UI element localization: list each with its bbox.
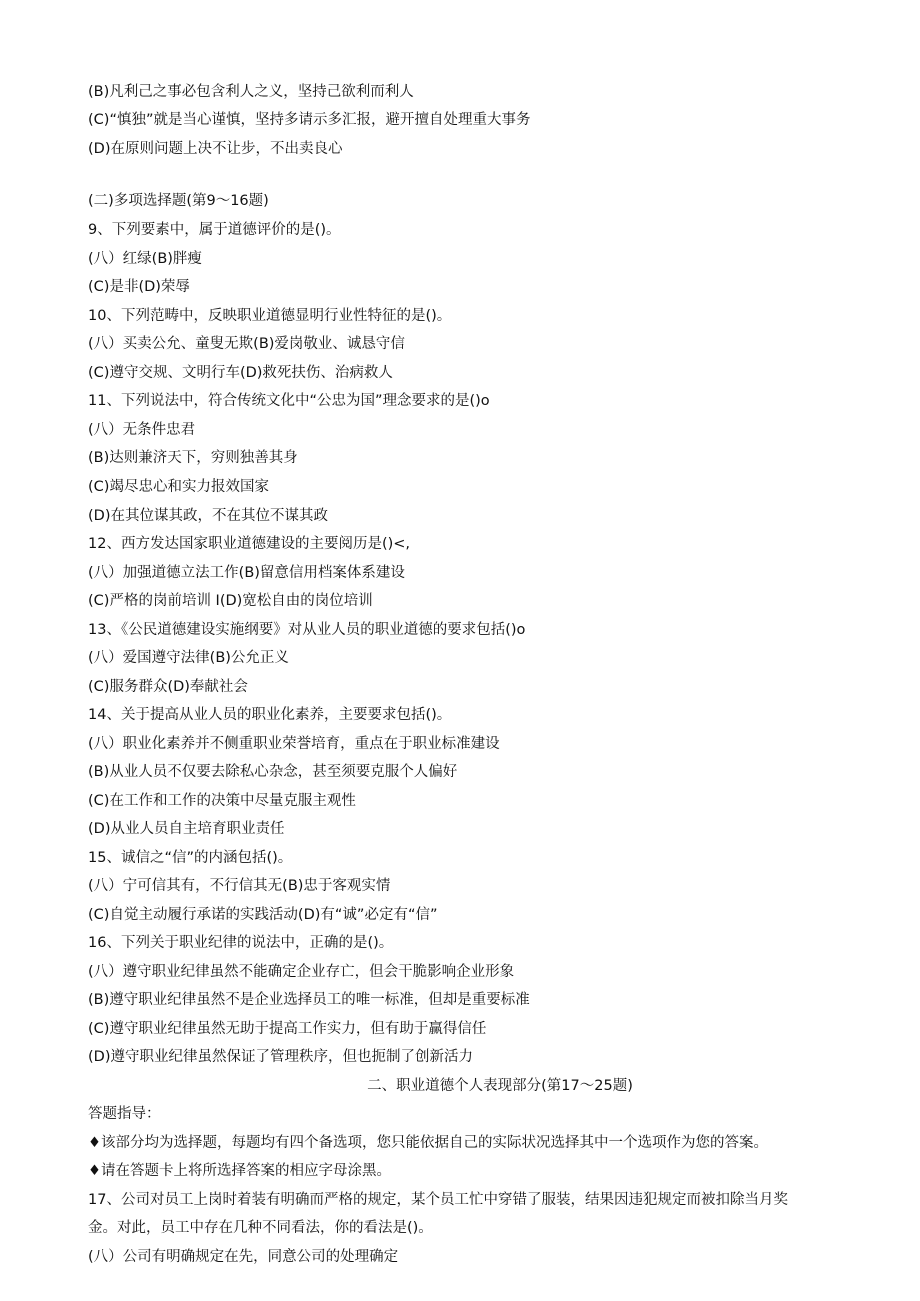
question-11-option-a: (八）无条件忠君 (88, 422, 196, 438)
question-10: 10、下列范畴中，反映职业道德显明行业性特征的是()。 (88, 308, 452, 324)
question-17-option-a: (八）公司有明确规定在先，同意公司的处理确定 (88, 1249, 399, 1265)
question-10-options-ab: (八）买卖公允、童叟无欺(B)爱岗敬业、诚恳守信 (88, 336, 405, 352)
question-11: 11、下列说法中，符合传统文化中“公忠为国”理念要求的是()o (88, 393, 490, 409)
option-b-line: (B)凡利己之事必包含利人之义，坚持己欲利而利人 (88, 84, 414, 100)
question-12-options-cd: (C)严格的岗前培训 I(D)宽松自由的岗位培训 (88, 593, 373, 609)
question-9-options-ab: (八）红绿(B)胖瘦 (88, 251, 202, 267)
question-15-options-ab: (八）宁可信其有，不行信其无(B)忠于客观实情 (88, 878, 391, 894)
guide-item-2: ♦请在答题卡上将所选择答案的相应字母涂黑。 (88, 1163, 391, 1179)
question-10-options-cd: (C)遵守交规、文明行车(D)救死扶伤、治病救人 (88, 365, 393, 381)
option-d-line: (D)在原则问题上决不让步，不出卖良心 (88, 141, 343, 157)
question-15-options-cd: (C)自觉主动履行承诺的实践活动(D)有“诚”必定有“信” (88, 907, 438, 923)
question-15: 15、诚信之“信”的内涵包括()。 (88, 850, 293, 866)
question-9: 9、下列要素中，属于道德评价的是()。 (88, 222, 341, 238)
question-16-option-b: (B)遵守职业纪律虽然不是企业选择员工的唯一标准，但却是重要标准 (88, 992, 530, 1008)
option-c-line: (C)“慎独”就是当心谨慎，坚持多请示多汇报，避开擅自处理重大事务 (88, 112, 531, 128)
question-11-option-b: (B)达则兼济天下，穷则独善其身 (88, 450, 298, 466)
question-17-line-1: 17、公司对员工上岗时着装有明确而严格的规定，某个员工忙中穿错了服装，结果因违犯规定而被扣除当月奖 (88, 1192, 788, 1208)
question-13-options-ab: (八）爱国遵守法律(B)公允正义 (88, 650, 289, 666)
question-11-option-d: (D)在其位谋其政，不在其位不谋其政 (88, 508, 328, 524)
section-heading-multiple-choice: (二)多项选择题(第9〜16题) (88, 193, 269, 209)
question-13-options-cd: (C)服务群众(D)奉献社会 (88, 679, 248, 695)
question-16: 16、下列关于职业纪律的说法中，正确的是()。 (88, 935, 394, 951)
question-16-option-c: (C)遵守职业纪律虽然无助于提高工作实力，但有助于赢得信任 (88, 1021, 487, 1037)
question-9-options-cd: (C)是非(D)荣辱 (88, 279, 190, 295)
question-14-option-a: (八）职业化素养并不侧重职业荣誉培育，重点在于职业标准建设 (88, 736, 500, 752)
question-11-option-c: (C)竭尽忠心和实力报效国家 (88, 479, 269, 495)
question-14: 14、关于提高从业人员的职业化素养，主要要求包括()。 (88, 707, 452, 723)
question-17-line-2: 金。对此，员工中存在几种不同看法，你的看法是()。 (88, 1220, 433, 1236)
question-12-options-ab: (八）加强道德立法工作(B)留意信用档案体系建设 (88, 565, 405, 581)
section-title (0, 1076, 920, 1096)
question-16-option-a: (八）遵守职业纪律虽然不能确定企业存亡，但会干脆影响企业形象 (88, 964, 515, 980)
guide-item-1: ♦该部分均为选择题，每题均有四个备选项，您只能依据自己的实际状况选择其中一个选项作为您的答案。 (88, 1135, 768, 1151)
question-14-option-c: (C)在工作和工作的决策中尽量克服主观性 (88, 793, 356, 809)
question-12: 12、西方发达国家职业道德建设的主要阅历是()<, (88, 536, 411, 552)
question-14-option-d: (D)从业人员自主培育职业责任 (88, 821, 285, 837)
question-16-option-d: (D)遵守职业纪律虽然保证了管理秩序，但也扼制了创新活力 (88, 1049, 473, 1065)
question-13: 13、《公民道德建设实施纲要》对从业人员的职业道德的要求包括()o (88, 622, 526, 638)
question-14-option-b: (B)从业人员不仅要去除私心杂念，甚至须要克服个人偏好 (88, 764, 458, 780)
guide-heading: 答题指导： (88, 1106, 161, 1122)
section-title-text: 二、职业道德个人表现部分(第17〜25题) (367, 1078, 633, 1094)
